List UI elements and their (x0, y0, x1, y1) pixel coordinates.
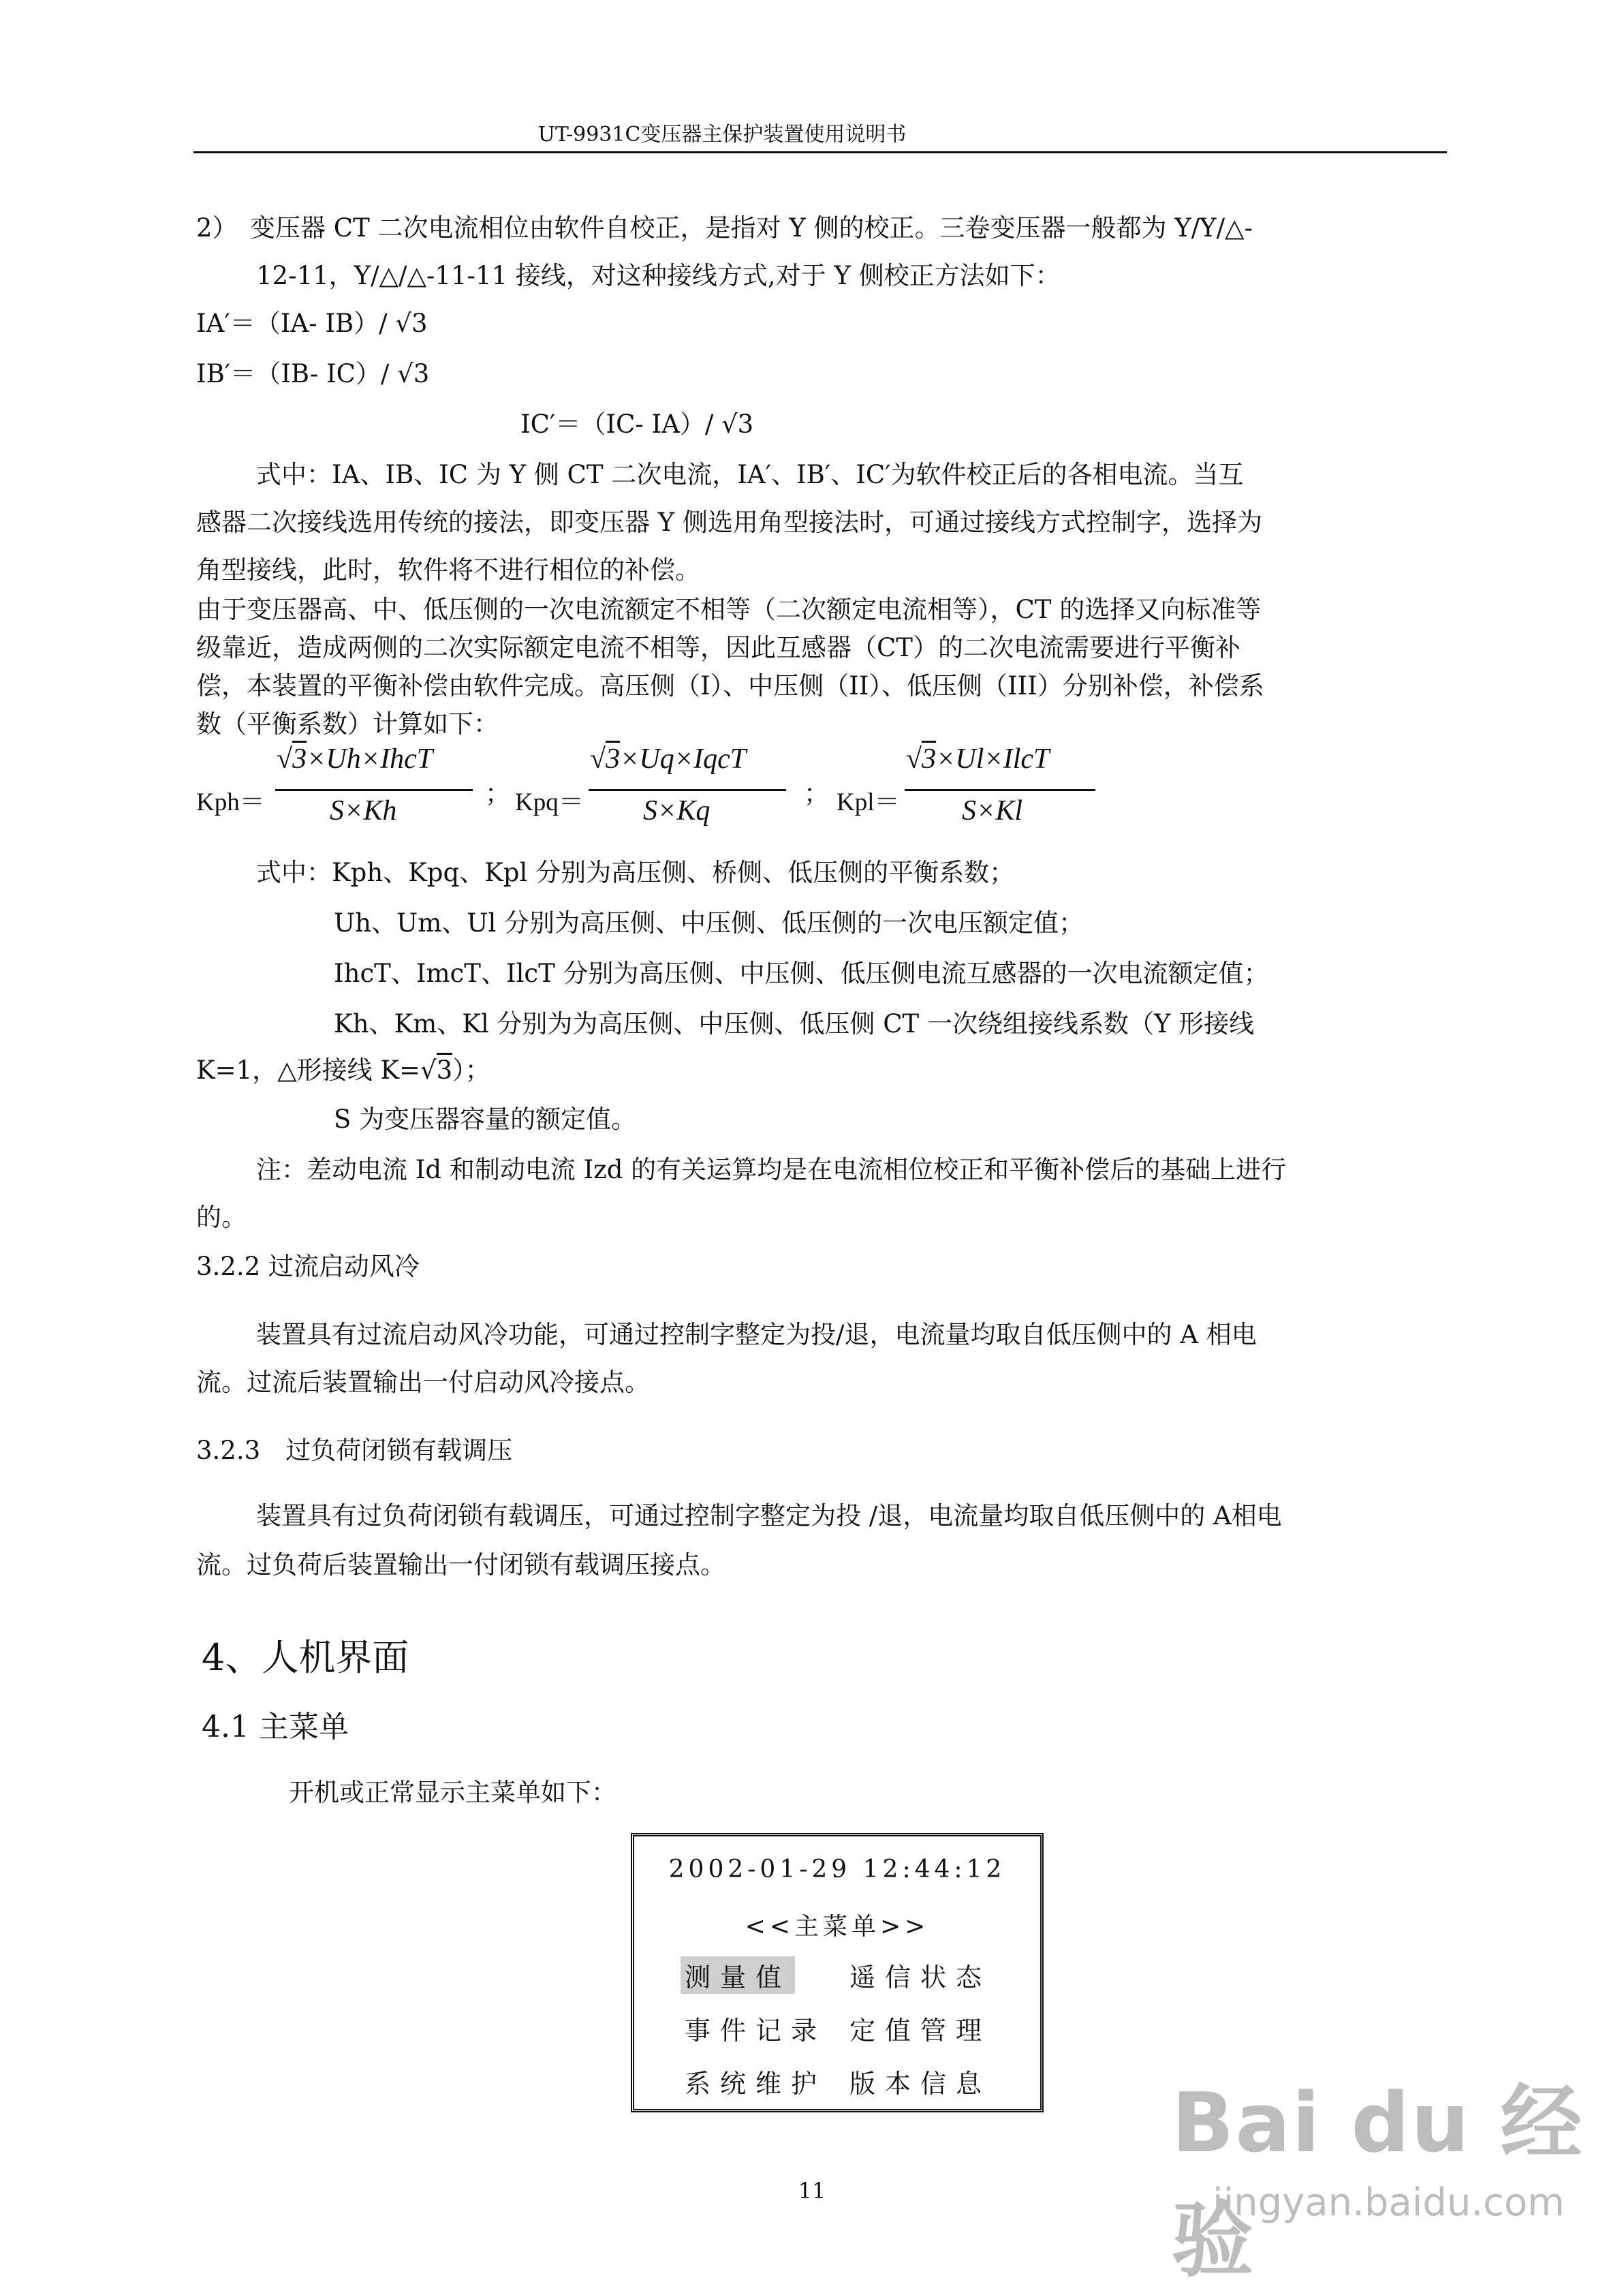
balance-line3: 偿，本装置的平衡补偿由软件完成。高压侧（I）、中压侧（II）、低压侧（III）分别补偿，补偿系 (196, 671, 1264, 700)
fraction-bar (589, 789, 786, 791)
section-322-line1: 装置具有过流启动风冷功能，可通过控制字整定为投/退，电流量均取自低压侧中的 A 相电 (256, 1320, 1257, 1349)
menu-item-version-info[interactable]: 版本信息 (849, 2069, 992, 2099)
definition-line5-post: ）； (452, 1056, 490, 1085)
formula-kpq-label: Kpq＝ (515, 788, 584, 816)
watermark-url: jingyan.baidu.com (1213, 2181, 1565, 2225)
equation-ia: IA′＝（IA- IB）/ √3 (196, 309, 428, 338)
menu-item-measurements[interactable]: 测量值 (681, 1956, 795, 1994)
baidu-watermark (1172, 2058, 1594, 2288)
baidu-logo: Bai du 经验 (1172, 2076, 1584, 2288)
formula-kpl-label: Kpl＝ (837, 788, 900, 816)
section-41-heading: 4.1 主菜单 (202, 1710, 349, 1744)
sqrt-radicand: 3 (437, 1053, 453, 1085)
sqrt-radicand: 3 (606, 741, 620, 775)
menu-title: <<主菜单>> (745, 1913, 930, 1941)
formula-kph-numerator-rest: ×Uh×IhcT (307, 743, 433, 775)
formula-separator: ； (804, 779, 829, 808)
equation-ic: IC′＝（IC- IA）/ √3 (520, 410, 754, 439)
definition-line6: S 为变压器容量的额定值。 (334, 1105, 637, 1134)
formula-kpl-numerator-rest: ×Ul×IlcT (936, 743, 1050, 775)
header-title: UT-9931C变压器主保护装置使用说明书 (537, 123, 907, 147)
formula-separator: ； (485, 779, 510, 808)
menu-item-event-records[interactable]: 事件记录 (685, 2016, 827, 2046)
sqrt-sign: √ (420, 1056, 437, 1085)
formula-kpl (837, 743, 1123, 831)
formula-kph (196, 743, 482, 831)
explanation-line2: 感器二次接线选用传统的接法，即变压器 Y 侧选用角型接法时，可通过接线方式控制字，选择为 (196, 508, 1262, 537)
balance-line2: 级靠近，造成两侧的二次实际额定电流不相等，因此互感器（CT）的二次电流需要进行平衡补 (196, 633, 1240, 662)
section-323-line2: 流。过负荷后装置输出一付闭锁有载调压接点。 (196, 1550, 725, 1580)
formula-kph-label: Kph＝ (196, 788, 265, 816)
sqrt-sign: √ (277, 743, 293, 775)
menu-item-system-maintenance[interactable]: 系统维护 (685, 2069, 827, 2099)
definition-line4: Kh、Km、Kl 分别为为高压侧、中压侧、低压侧 CT 一次绕组接线系数（Y 形接线 (334, 1009, 1255, 1038)
section-323-heading: 3.2.3 过负荷闭锁有载调压 (196, 1436, 513, 1465)
balance-line4: 数（平衡系数）计算如下： (196, 709, 499, 739)
equation-ib: IB′＝（IB- IC）/ √3 (196, 359, 430, 388)
balance-line1: 由于变压器高、中、低压侧的一次电流额定不相等（二次额定电流相等），CT 的选择又向标准等 (196, 595, 1262, 624)
formula-kpq-numerator-rest: ×Uq×IqcT (620, 743, 747, 775)
formula-kpq-denominator: S×Kq (643, 795, 710, 827)
main-menu-display (631, 1833, 1044, 2112)
formula-kpl-numerator (906, 743, 1049, 775)
menu-item-setting-management[interactable]: 定值管理 (849, 2016, 992, 2046)
section-322-heading: 3.2.2 过流启动风冷 (196, 1252, 420, 1281)
section-4-intro: 开机或正常显示主菜单如下： (289, 1778, 616, 1807)
explanation-line3: 角型接线，此时，软件将不进行相位的补偿。 (196, 555, 700, 585)
sqrt-sign: √ (590, 743, 606, 775)
section-322-line2: 流。过流后装置输出一付启动风冷接点。 (196, 1368, 650, 1397)
sqrt-radicand: 3 (292, 741, 307, 775)
note-line1: 注：差动电流 Id 和制动电流 Izd 的有关运算均是在电流相位校正和平衡补偿后的基础上进行 (256, 1155, 1287, 1184)
sqrt-sign: √ (906, 743, 922, 775)
section-323-line1: 装置具有过负荷闭锁有载调压，可通过控制字整定为投 /退，电流量均取自低压侧中的 A相电 (256, 1501, 1282, 1530)
explanation-line1: 式中：IA、IB、IC 为 Y 侧 CT 二次电流，IA′、IB′、IC′为软件校正后的各相电流。当互 (256, 460, 1244, 489)
section-4-heading: 4、人机界面 (202, 1636, 409, 1679)
section2-line2: 12-11，Y/△/△-11-11 接线，对这种接线方式,对于 Y 侧校正方法如下： (256, 261, 1061, 290)
header-rule (193, 151, 1447, 153)
menu-datetime: 2002-01-29 12:44:12 (668, 1855, 1006, 1883)
formula-kpl-denominator: S×Kl (962, 795, 1023, 827)
definition-line3: IhcT、ImcT、IlcT 分别为高压侧、中压侧、低压侧电流互感器的一次电流额定值； (334, 959, 1269, 988)
definition-line5-pre: K=1，△形接线 K= (196, 1056, 421, 1085)
definition-line1: 式中：Kph、Kpq、Kpl 分别为高压侧、桥侧、低压侧的平衡系数； (256, 858, 1015, 887)
menu-item-remote-status[interactable]: 遥信状态 (849, 1962, 992, 1992)
definition-line2: Uh、Um、Ul 分别为高压侧、中压侧、低压侧的一次电压额定值； (334, 908, 1084, 938)
fraction-bar (905, 789, 1095, 791)
fraction-bar (275, 789, 473, 791)
formula-kpq-numerator (590, 743, 746, 775)
formula-kpq (515, 743, 801, 831)
formula-kph-denominator: S×Kh (330, 795, 397, 827)
definition-line5 (196, 1058, 490, 1083)
formula-kph-numerator (277, 743, 433, 775)
section2-line1: 2） 变压器 CT 二次电流相位由软件自校正，是指对 Y 侧的校正。三卷变压器一般都为 Y/Y/△- (196, 213, 1253, 243)
note-line2: 的。 (196, 1203, 247, 1232)
page-number: 11 (798, 2178, 826, 2204)
sqrt-radicand: 3 (922, 741, 936, 775)
